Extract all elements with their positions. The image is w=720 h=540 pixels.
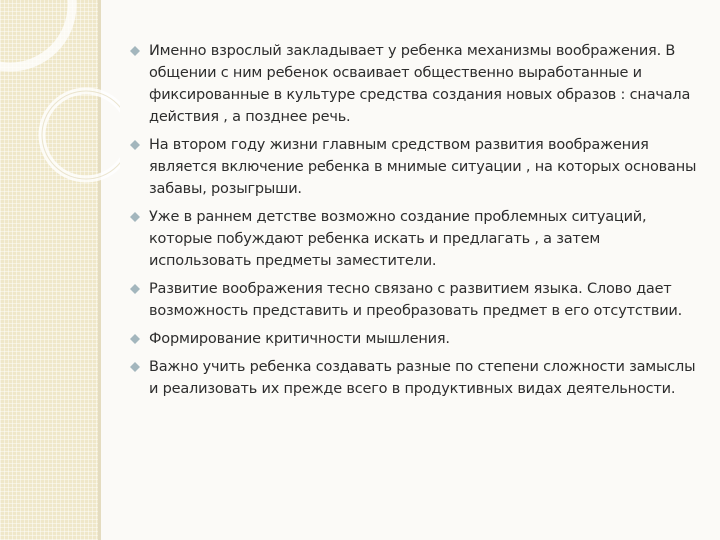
bullet-text: Именно взрослый закладывает у ребенка механизмы воображения. В общении с ним ребенок осваивает общественно выработанные и фиксированные в культуре средства создания новых образов : сначала действия , а позднее речь. xyxy=(149,43,691,125)
diamond-bullet-icon xyxy=(130,284,140,294)
diamond-bullet-icon xyxy=(130,140,140,150)
bullet-item xyxy=(130,206,698,272)
slide-content xyxy=(130,40,698,406)
diamond-bullet-icon xyxy=(130,212,140,222)
bullet-list xyxy=(130,40,698,400)
diamond-bullet-icon xyxy=(130,362,140,372)
bullet-text: Формирование критичности мышления. xyxy=(149,331,450,347)
bullet-text: Важно учить ребенка создавать разные по степени сложности замыслы и реализовать их прежде всего в продуктивных видах деятельности. xyxy=(149,359,696,397)
bullet-text: На втором году жизни главным средством развития воображения является включение ребенка в мнимые ситуации , на которых основаны забавы, розыгрыши. xyxy=(149,137,697,197)
bullet-item xyxy=(130,328,698,350)
bullet-item xyxy=(130,278,698,322)
diamond-bullet-icon xyxy=(130,46,140,56)
diamond-bullet-icon xyxy=(130,334,140,344)
bullet-item xyxy=(130,356,698,400)
decorative-circles-icon xyxy=(0,0,120,260)
bullet-item xyxy=(130,134,698,200)
bullet-text: Уже в раннем детстве возможно создание проблемных ситуаций, которые побуждают ребенка искать и предлагать , а затем использовать предметы заместители. xyxy=(149,209,647,269)
bullet-item xyxy=(130,40,698,128)
bullet-text: Развитие воображения тесно связано с развитием языка. Слово дает возможность представить и преобразовать предмет в его отсутствии. xyxy=(149,281,683,319)
